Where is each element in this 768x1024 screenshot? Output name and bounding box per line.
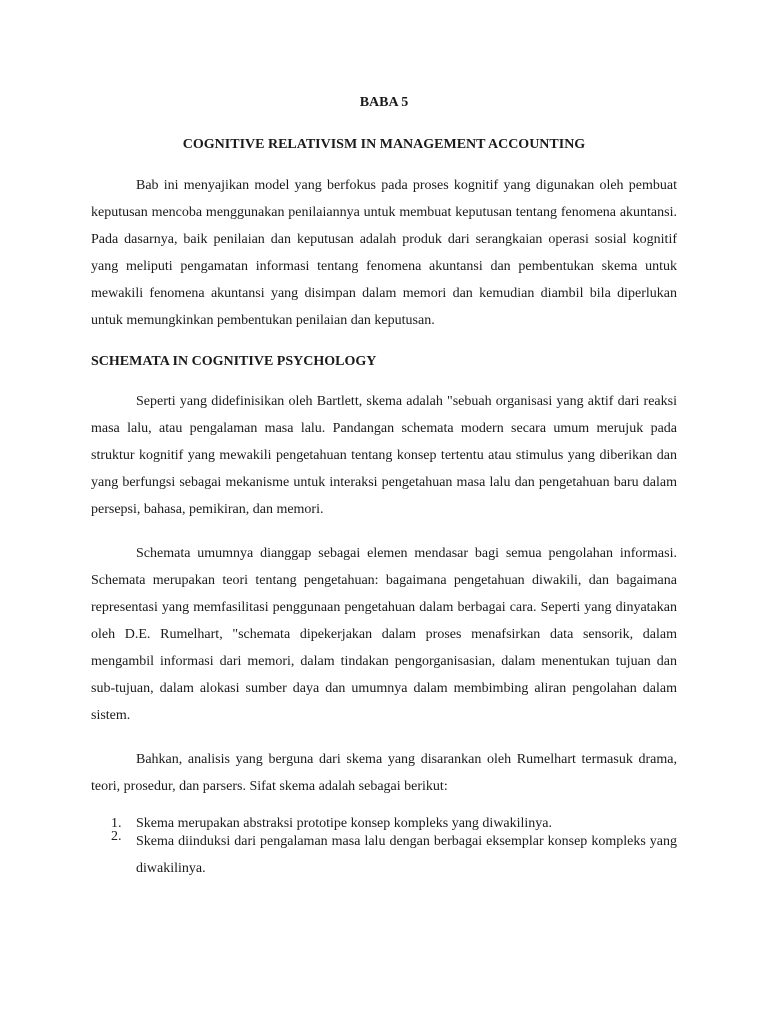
section-heading: SCHEMATA IN COGNITIVE PSYCHOLOGY — [91, 354, 377, 369]
paragraph-bartlett: Seperti yang didefinisikan oleh Bartlett, skema adalah "sebuah organisasi yang aktif dari reaksi masa lalu, atau pengalaman masa lalu. Pandangan schemata modern secara umum merujuk pada struktur kognitif yang mewakili pengetahuan tentang konsep tertentu atau stimulus yang diberikan dan yang berfungsi sebagai mekanisme untuk interaksi pengetahuan masa lalu dan pengetahuan baru dalam persepsi, bahasa, pemikiran, dan memori. — [91, 394, 677, 517]
numbered-list — [91, 815, 677, 882]
chapter-title: COGNITIVE RELATIVISM IN MANAGEMENT ACCOUNTING — [182, 137, 586, 152]
paragraph-rumelhart: Bahkan, analisis yang berguna dari skema yang disarankan oleh Rumelhart termasuk drama, teori, prosedur, dan parsers. Sifat skema adalah sebagai berikut: — [91, 752, 677, 794]
list-item — [91, 828, 677, 882]
list-item-number: 2. — [111, 829, 122, 844]
list-item-text: Skema merupakan abstraksi prototipe konsep kompleks yang diwakilinya. — [136, 816, 553, 831]
document-content — [91, 94, 677, 882]
paragraph-intro: Bab ini menyajikan model yang berfokus pada proses kognitif yang digunakan oleh pembuat keputusan mencoba menggunakan penilaiannya untuk membuat keputusan tentang fenomena akuntansi. Pada dasarnya, baik penilaian dan keputusan adalah produk dari serangkaian operasi sosial kognitif yang meliputi pengamatan informasi tentang fenomena akuntansi dan pembentukan skema untuk mewakili fenomena akuntansi yang disimpan dalam memori dan kemudian diambil bila diperlukan untuk memungkinkan pembentukan penilaian dan keputusan. — [91, 178, 677, 328]
list-item-text: Skema diinduksi dari pengalaman masa lalu dengan berbagai eksemplar konsep kompleks yang diwakilinya. — [136, 834, 677, 876]
paragraph-schemata: Schemata umumnya dianggap sebagai elemen mendasar bagi semua pengolahan informasi. Schemata merupakan teori tentang pengetahuan: bagaimana pengetahuan diwakili, dan bagaimana representasi yang memfasilitasi penggunaan pengetahuan dalam berbagai cara. Seperti yang dinyatakan oleh D.E. Rumelhart, "schemata dipekerjakan dalam proses menafsirkan data sensorik, dalam mengambil informasi dari memori, dalam tindakan pengorganisasian, dalam menentukan tujuan dan sub-tujuan, dalam alokasi sumber daya dan umumnya dalam membimbing aliran pengolahan dalam sistem. — [91, 546, 677, 723]
chapter-label: BABA 5 — [359, 95, 409, 110]
list-item-number: 1. — [111, 816, 122, 831]
